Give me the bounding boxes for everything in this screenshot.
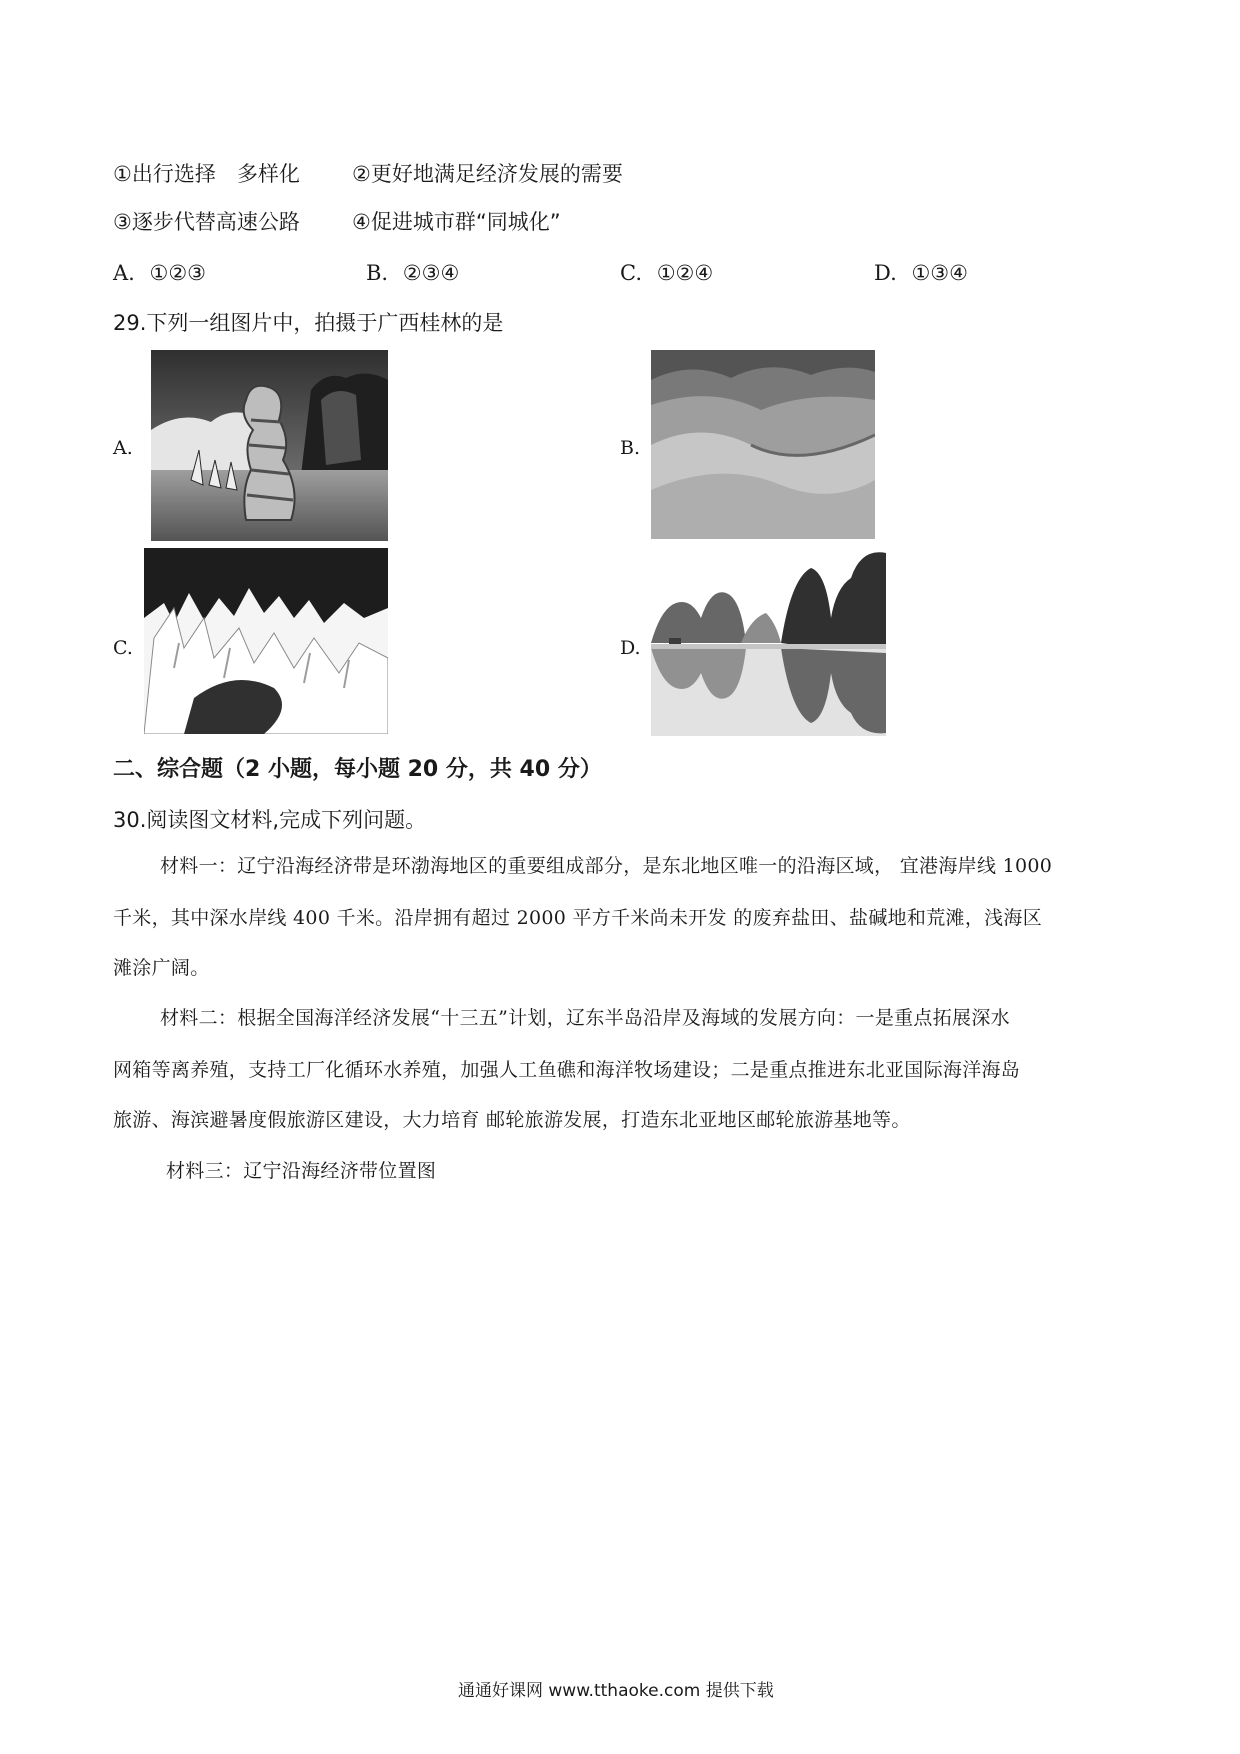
statement-3: ③逐步代替高速公路 [113,210,300,234]
option-b [366,263,459,284]
option-text: ①②③ [149,261,207,285]
question-30: 30.阅读图文材料,完成下列问题。 [113,808,427,832]
option-letter: B. [366,261,389,285]
image-label-b: B. [620,437,641,459]
option-d [874,263,968,284]
image-label-a: A. [113,437,133,459]
material-3: 材料三：辽宁沿海经济带位置图 [166,1160,437,1182]
statement-2: ②更好地满足经济发展的需要 [352,162,623,186]
statement-4: ④促进城市群“同城化” [352,210,561,234]
option-text: ②③④ [402,261,460,285]
karst-river-reflection-photo [651,548,886,736]
material-2-line-3: 旅游、海滨避暑度假旅游区建设，大力培育 邮轮旅游发展，打造东北亚地区邮轮旅游基地等。 [113,1109,911,1131]
rock-pillar-landscape-photo [151,350,388,541]
statement-1: ①出行选择 多样化 [113,162,300,186]
option-c [620,263,713,284]
option-letter: A. [113,261,135,285]
option-letter: C. [620,261,642,285]
option-letter: D. [874,261,897,285]
material-2-line-1: 材料二：根据全国海洋经济发展“十三五”计划，辽东半岛沿岸及海域的发展方向：一是重点拓展深水 [160,1007,1010,1029]
material-1-line-1: 材料一：辽宁沿海经济带是环渤海地区的重要组成部分，是东北地区唯一的沿海区域， 宜港海岸线 1000 [160,855,1053,877]
image-label-c: C. [113,637,133,659]
material-1-line-3: 滩涂广阔。 [113,957,210,979]
material-2-line-2: 网箱等离养殖，支持工厂化循环水养殖，加强人工鱼礁和海洋牧场建设；二是重点推进东北亚国际海洋海岛 [113,1059,1021,1081]
limestone-forest-photo [144,548,388,734]
section-heading: 二、综合题（2 小题，每小题 20 分，共 40 分） [113,757,602,782]
option-text: ①②④ [656,261,714,285]
question-29: 29.下列一组图片中，拍摄于广西桂林的是 [113,311,504,335]
image-label-d: D. [620,637,641,659]
option-text: ①③④ [911,261,968,285]
sand-dunes-photo [651,350,875,539]
option-a [113,263,206,284]
material-1-line-2: 千米，其中深水岸线 400 千米。沿岸拥有超过 2000 平方千米尚未开发 的废弃盐田、盐碱地和荒滩，浅海区 [113,907,1043,929]
footer-text: 通通好课网 www.tthaoke.com 提供下载 [458,1681,774,1701]
